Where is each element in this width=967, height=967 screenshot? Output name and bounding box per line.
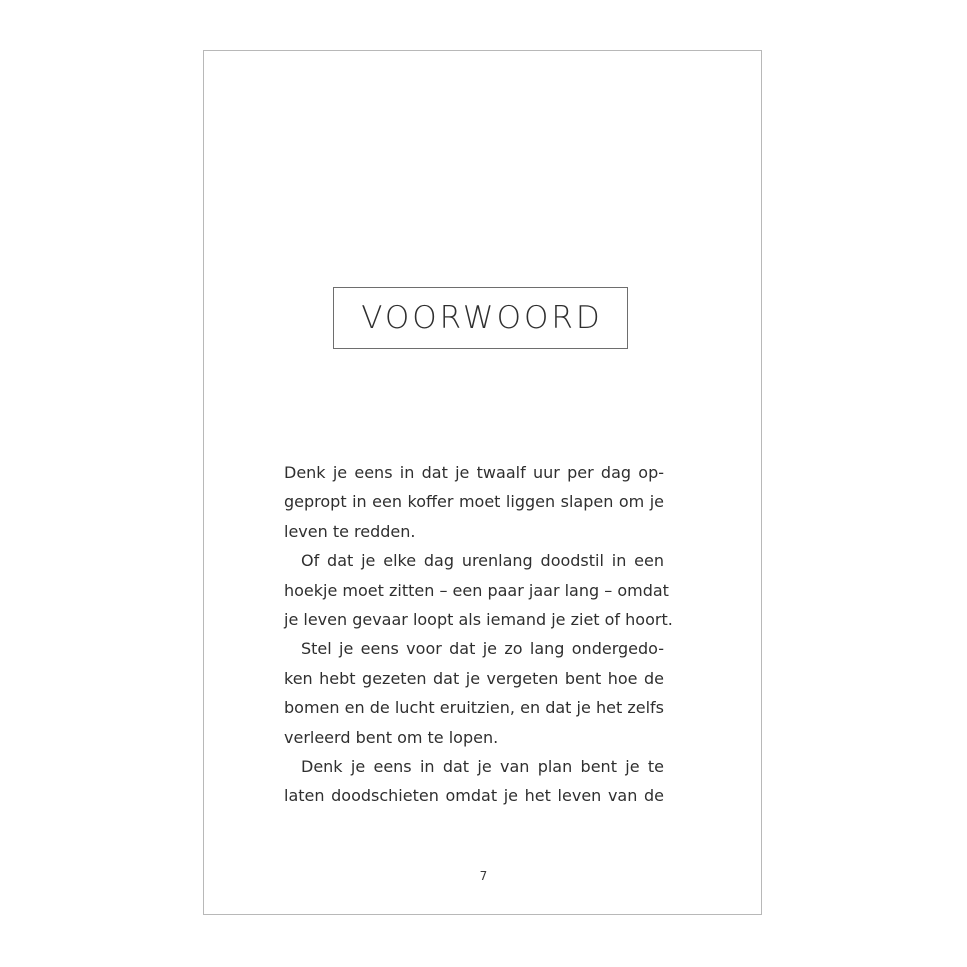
text-line: verleerd bent om te lopen. bbox=[284, 727, 499, 747]
text-line: laten doodschieten omdat je het leven van de bbox=[284, 786, 664, 806]
text-line: je leven gevaar loopt als iemand je ziet of hoort. bbox=[284, 609, 673, 629]
text-line: Stel je eens voor dat je zo lang ondergedo- bbox=[301, 639, 664, 659]
text-line: Of dat je elke dag urenlang doodstil in een bbox=[301, 551, 664, 571]
text-line: hoekje moet zitten – een paar jaar lang – omdat bbox=[284, 580, 669, 600]
body-text bbox=[284, 458, 673, 811]
text-line: leven te redden. bbox=[284, 521, 416, 541]
text-line: bomen en de lucht eruitzien, en dat je het zelfs bbox=[284, 698, 664, 718]
text-line: ken hebt gezeten dat je vergeten bent hoe de bbox=[284, 668, 664, 688]
page-number: 7 bbox=[479, 869, 488, 883]
text-line: Denk je eens in dat je van plan bent je te bbox=[301, 756, 664, 776]
title-box bbox=[333, 287, 628, 349]
text-line: gepropt in een koffer moet liggen slapen om je bbox=[284, 492, 664, 512]
text-line: Denk je eens in dat je twaalf uur per dag op- bbox=[284, 463, 664, 482]
page-title: VOORWOORD bbox=[361, 299, 603, 336]
